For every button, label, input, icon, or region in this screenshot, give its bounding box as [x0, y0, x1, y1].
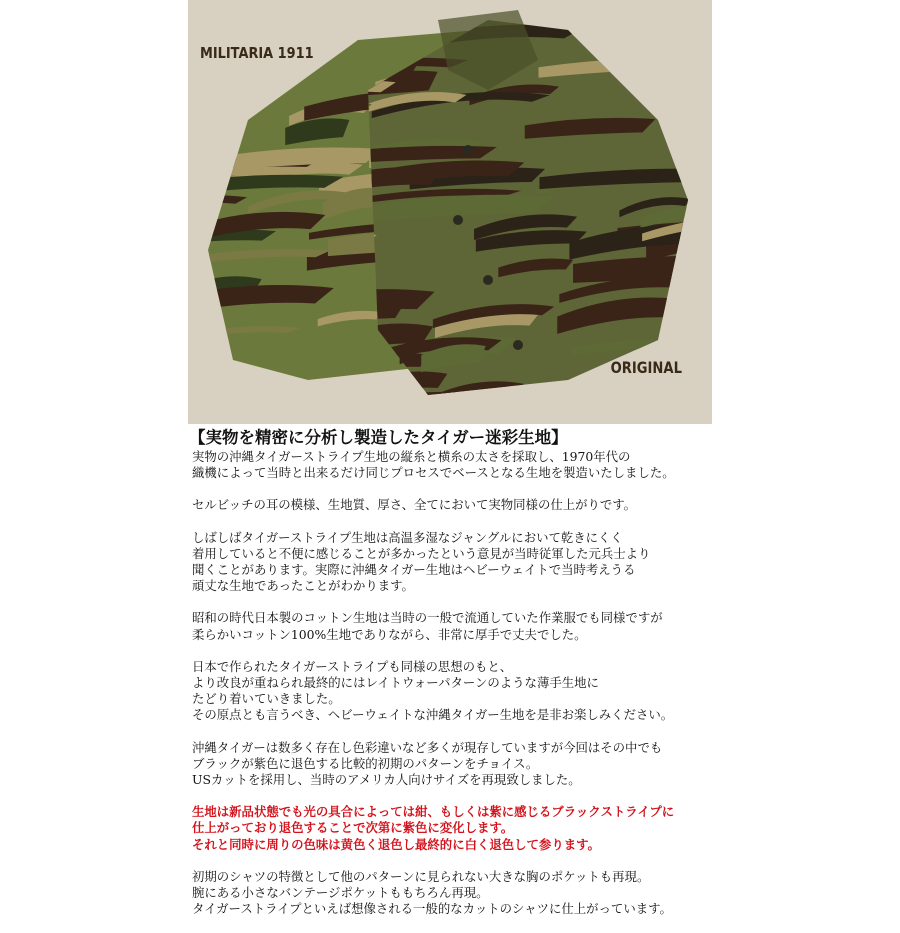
paragraph — [192, 610, 722, 642]
paragraph — [192, 497, 722, 513]
paragraph — [192, 449, 722, 481]
highlight-line: 仕上がっており退色することで次第に紫色に変化します。 — [192, 820, 514, 836]
paragraph-line: タイガーストライプといえば想像される一般的なカットのシャツに仕上がっています。 — [192, 901, 672, 917]
paragraph-line: 沖縄タイガーは数多く存在し色彩違いなど多くが現存していますが今回はその中でも — [192, 739, 663, 755]
paragraph — [192, 659, 722, 724]
paragraph-line: 聞くことがあります。実際に沖縄タイガー生地はヘビーウェイトで当時考えうる — [192, 562, 636, 578]
article-paragraphs — [192, 449, 722, 917]
paragraph-line: しばしばタイガーストライプ生地は高温多湿なジャングルにおいて乾きにくく — [192, 529, 623, 545]
paragraph-line: 織機によって当時と出来るだけ同じプロセスでベースとなる生地を製造いたしました。 — [192, 465, 675, 481]
paragraph-line: ブラックが紫色に退色する比較的初期のパターンをチョイス。 — [192, 755, 539, 771]
paragraph-line: より改良が重ねられ最終的にはレイトウォーパターンのような薄手生地に — [192, 675, 599, 691]
paragraph-line: その原点とも言うべき、ヘビーウェイトな沖縄タイガー生地を是非お楽しみください。 — [192, 707, 674, 723]
article — [189, 427, 722, 933]
article-heading: 【実物を精密に分析し製造したタイガー迷彩生地】 — [189, 428, 568, 447]
paragraph-line: 腕にある小さなバンテージポケットももちろん再現。 — [192, 885, 489, 901]
paragraph-line: たどり着いていきました。 — [192, 691, 341, 707]
paragraph — [192, 869, 722, 918]
paragraph-line: 昭和の時代日本製のコットン生地は当時の一般で流通していた作業服でも同様ですが — [192, 610, 663, 626]
paragraph — [192, 804, 722, 853]
paragraph-line: USカットを採用し、当時のアメリカ人向けサイズを再現致しました。 — [192, 772, 581, 788]
highlight-line: 生地は新品状態でも光の具合によっては紺、もしくは紫に感じるブラックストライプに — [192, 804, 675, 820]
paragraph-line: 柔らかいコットン100%生地でありながら、非常に厚手で丈夫でした。 — [192, 626, 587, 642]
product-photo — [188, 0, 712, 424]
brand-label: MILITARIA 1911 — [200, 44, 314, 62]
paragraph — [192, 530, 722, 595]
paragraph-line: セルビッチの耳の模様、生地質、厚さ、全てにおいて実物同様の仕上がりです。 — [192, 497, 637, 513]
paragraph-line: それと同時に周りの色味は黄色く退色し最終的に白く退色して参ります。 — [192, 836, 600, 852]
paragraph-line: 頑丈な生地であったことがわかります。 — [192, 578, 414, 594]
original-label: ORIGINAL — [610, 358, 682, 377]
paragraph-line: 実物の沖縄タイガーストライプ生地の縦糸と横糸の太さを採取し、1970年代の — [192, 449, 631, 464]
paragraph-line: 着用していると不便に感じることが多かったという意見が当時従軍した元兵士より — [192, 545, 651, 561]
paragraph-line: 初期のシャツの特徴として他のパターンに見られない大きな胸のポケットも再現。 — [192, 868, 650, 884]
paragraph-line: 日本で作られたタイガーストライプも同様の思想のもと、 — [192, 658, 513, 674]
paragraph — [192, 740, 722, 789]
